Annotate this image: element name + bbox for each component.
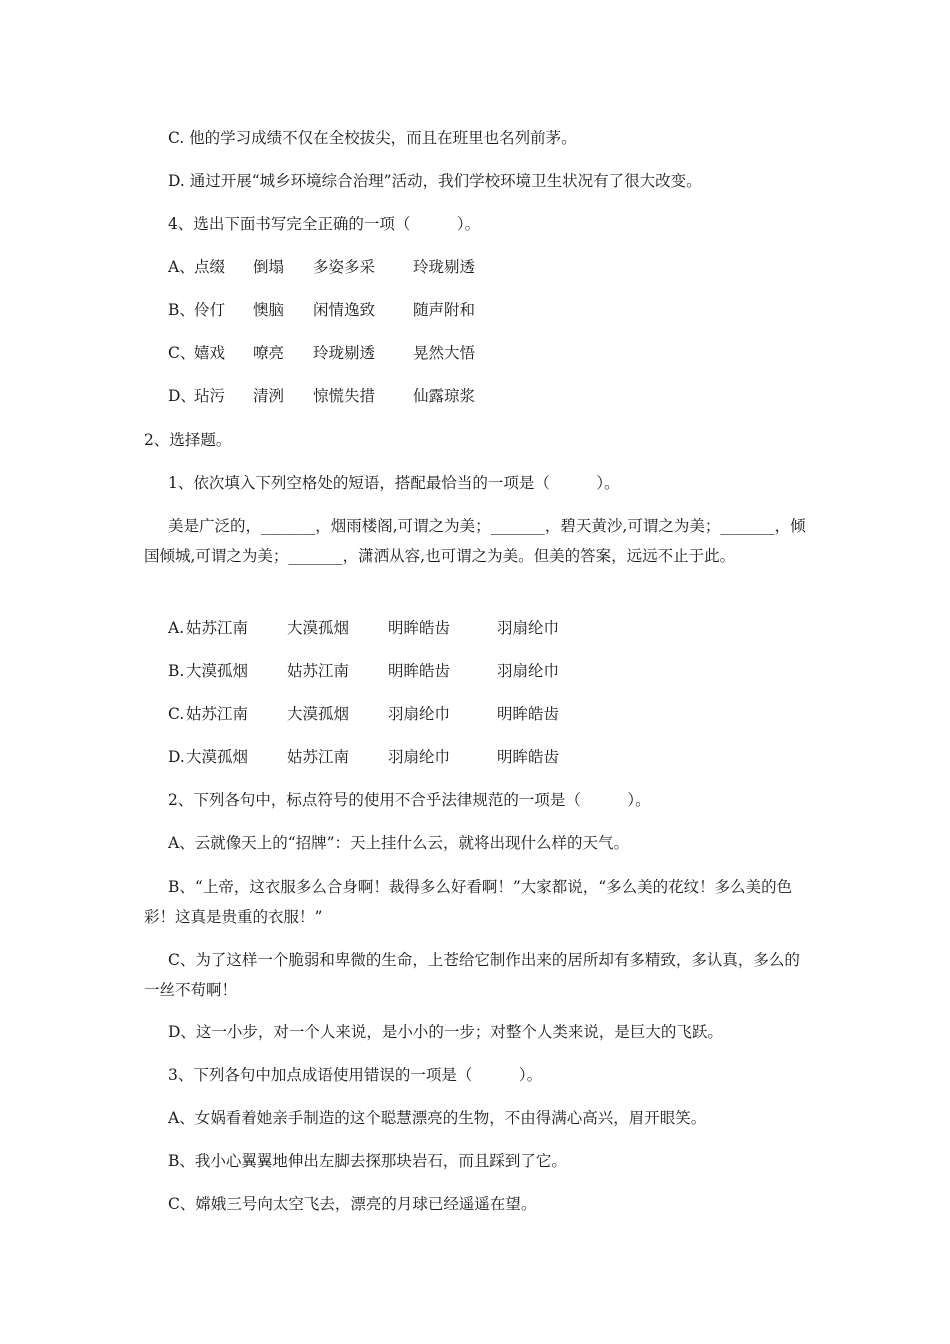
option-word: 羽扇纶巾 (497, 619, 560, 637)
section2-question-1-passage: 美是广泛的，_______，烟雨楼阁,可谓之为美；_______，碧天黄沙,可谓之为美；_______，倾国倾城,可谓之为美；_______，潇洒从容,也可谓之为美。但美的答案，远远不止于此。 (144, 517, 806, 565)
option-word: 伶仃 (194, 301, 226, 319)
option-word: 玲珑剔透 (413, 258, 476, 276)
option-word: 姑苏江南 (287, 748, 350, 766)
section2-question-1-stem: 1、依次填入下列空格处的短语，搭配最恰当的一项是（ ）。 (168, 474, 620, 492)
option-word: 懊脑 (253, 301, 285, 319)
option-word: 闲情逸致 (313, 301, 376, 319)
option-word: 大漠孤烟 (287, 705, 350, 723)
section2-question-3-option-a: A、女娲看着她亲手制造的这个聪慧漂亮的生物，不由得满心高兴，眉开眼笑。 (168, 1109, 707, 1127)
option-label: A. (168, 619, 185, 637)
option-word: 清洌 (253, 387, 285, 405)
option-label: D. (168, 748, 185, 766)
option-word: 嘹亮 (253, 344, 285, 362)
option-word: 羽扇纶巾 (388, 748, 451, 766)
section2-question-3-option-b: B、我小心翼翼地伸出左脚去探那块岩石，而且踩到了它。 (168, 1152, 567, 1170)
option-label: B、 (168, 301, 195, 319)
option-word: 随声附和 (413, 301, 476, 319)
section2-question-2-option-d: D、这一小步，对一个人来说，是小小的一步；对整个人类来说，是巨大的飞跃。 (168, 1023, 723, 1041)
option-word: 羽扇纶巾 (497, 662, 560, 680)
option-word: 大漠孤烟 (186, 662, 249, 680)
section2-question-3-stem: 3、下列各句中加点成语使用错误的一项是（ ）。 (168, 1066, 543, 1084)
option-word: 多姿多采 (313, 258, 376, 276)
section-title: 2、选择题。 (144, 431, 232, 449)
option-word: 明眸皓齿 (497, 748, 560, 766)
option-word: 晃然大悟 (413, 344, 476, 362)
section2-question-2-option-c: C、为了这样一个脆弱和卑微的生命，上苍给它制作出来的居所却有多精致，多认真，多么的一丝不苟啊！ (144, 951, 800, 999)
section2-question-2-option-b: B、“上帝，这衣服多么合身啊！裁得多么好看啊！”大家都说，“多么美的花纹！多么美的色彩！这真是贵重的衣服！” (144, 878, 793, 926)
question-4-stem: 4、选出下面书写完全正确的一项（ ）。 (168, 215, 481, 233)
option-label: D、 (168, 387, 196, 405)
option-word: 明眸皓齿 (388, 619, 451, 637)
option-word: 明眸皓齿 (497, 705, 560, 723)
option-label: A、 (168, 258, 195, 276)
prev-option-c: C. 他的学习成绩不仅在全校拔尖，而且在班里也名列前茅。 (168, 129, 577, 147)
option-word: 姑苏江南 (287, 662, 350, 680)
option-word: 姑苏江南 (186, 705, 249, 723)
prev-option-d: D. 通过开展“城乡环境综合治理”活动，我们学校环境卫生状况有了很大改变。 (168, 172, 702, 190)
section2-question-2-option-a: A、云就像天上的“招牌”：天上挂什么云，就将出现什么样的天气。 (168, 834, 630, 852)
option-word: 玷污 (194, 387, 226, 405)
option-word: 明眸皓齿 (388, 662, 451, 680)
option-word: 点缀 (194, 258, 226, 276)
section2-question-3-option-c: C、嫦娥三号向太空飞去，漂亮的月球已经遥遥在望。 (168, 1195, 537, 1213)
option-word: 仙露琼浆 (413, 387, 476, 405)
option-word: 嬉戏 (194, 344, 226, 362)
section2-question-2-stem: 2、下列各句中，标点符号的使用不合乎法律规范的一项是（ ）。 (168, 791, 651, 809)
option-word: 大漠孤烟 (287, 619, 350, 637)
option-word: 姑苏江南 (186, 619, 249, 637)
option-word: 倒塌 (253, 258, 285, 276)
option-label: C、 (168, 344, 196, 362)
option-label: B. (168, 662, 185, 680)
option-word: 羽扇纶巾 (388, 705, 451, 723)
option-word: 玲珑剔透 (313, 344, 376, 362)
option-label: C. (168, 705, 185, 723)
option-word: 惊慌失措 (313, 387, 376, 405)
option-word: 大漠孤烟 (186, 748, 249, 766)
